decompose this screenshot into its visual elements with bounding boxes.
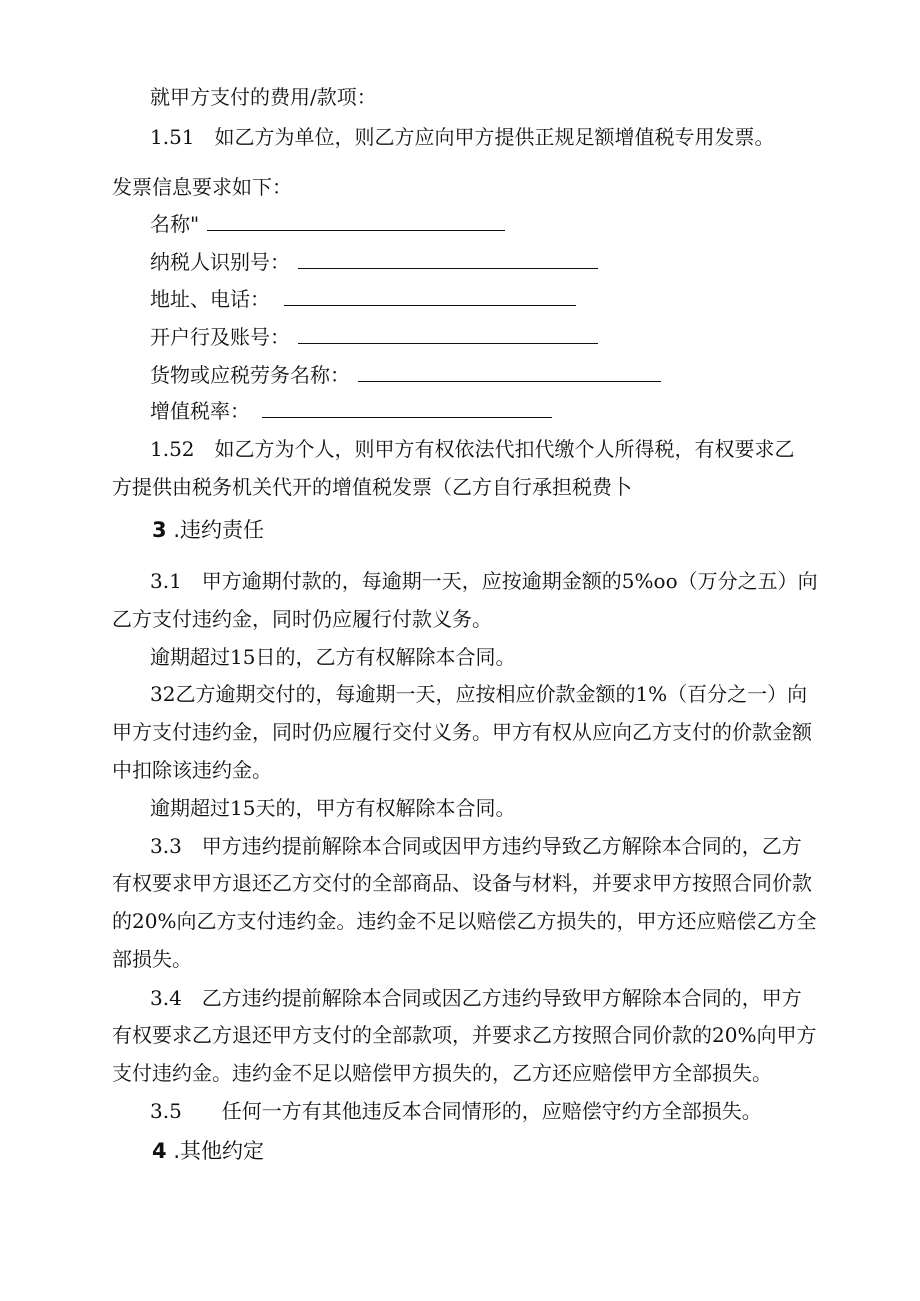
blank-line xyxy=(298,250,598,269)
section-number: 3 xyxy=(152,518,167,542)
blank-line xyxy=(207,212,505,231)
field-label: 地址、电话： xyxy=(150,287,270,311)
clause-3-4-line2: 有权要求乙方退还甲方支付的全部款项，并要求乙方按照合同价款的20%向甲方 xyxy=(112,1023,817,1047)
section-heading-4 xyxy=(152,1138,264,1164)
clause-3-3-line2: 有权要求甲方退还乙方交付的全部商品、设备与材料，并要求甲方按照合同价款 xyxy=(112,871,812,895)
section-title: .违约责任 xyxy=(173,518,264,542)
blank-line xyxy=(284,287,576,306)
clause-3-1-line1: 3.1 甲方逾期付款的，每逾期一天，应按逾期金额的5%oo（万分之五）向 xyxy=(150,569,818,593)
clause-1-52-line1: 1.52 如乙方为个人，则甲方有权依法代扣代缴个人所得税，有权要求乙 xyxy=(150,437,795,461)
clause-1-52-line2: 方提供由税务机关代开的增值税发票（乙方自行承担税费卜 xyxy=(112,475,632,499)
blank-line xyxy=(298,325,598,344)
blank-line xyxy=(262,399,552,418)
invoice-field-address-phone xyxy=(150,286,576,312)
field-label: 名称" xyxy=(150,212,200,236)
invoice-field-bank-account xyxy=(150,324,598,350)
clause-3-3-line3: 的20%向乙方支付违约金。违约金不足以赔偿乙方损失的，甲方还应赔偿乙方全 xyxy=(112,909,817,933)
invoice-field-vat-rate xyxy=(150,398,552,424)
clause-3-1-line3: 逾期超过15日的，乙方有权解除本合同。 xyxy=(150,645,516,669)
clause-3-1-line2: 乙方支付违约金，同时仍应履行付款义务。 xyxy=(112,607,492,631)
field-label: 纳税人识别号： xyxy=(150,250,290,274)
clause-3-3-line4: 部损失。 xyxy=(112,947,192,971)
section-number: 4 xyxy=(152,1139,167,1163)
clause-3-5: 3.5 任何一方有其他违反本合同情形的，应赔偿守约方全部损失。 xyxy=(150,1099,762,1123)
clause-3-2-line1: 32乙方逾期交付的，每逾期一天，应按相应价款金额的1%（百分之一）向 xyxy=(150,682,808,706)
text-line: 就甲方支付的费用/款项： xyxy=(150,85,377,109)
field-label: 开户行及账号： xyxy=(150,325,290,349)
section-title: .其他约定 xyxy=(173,1139,264,1163)
clause-3-2-line2: 甲方支付违约金，同时仍应履行交付义务。甲方有权从应向乙方支付的价款金额 xyxy=(112,720,812,744)
invoice-field-goods-name xyxy=(150,362,661,388)
clause-3-2-line3: 中扣除该违约金。 xyxy=(112,758,272,782)
field-label: 增值税率： xyxy=(150,399,250,423)
invoice-field-name xyxy=(150,211,505,237)
invoice-field-taxpayer-id xyxy=(150,249,598,275)
clause-3-4-line3: 支付违约金。违约金不足以赔偿甲方损失的，乙方还应赔偿甲方全部损失。 xyxy=(112,1061,772,1085)
field-label: 货物或应税劳务名称： xyxy=(150,363,350,387)
section-heading-3 xyxy=(152,517,264,543)
clause-3-3-line1: 3.3 甲方违约提前解除本合同或因甲方违约导致乙方解除本合同的，乙方 xyxy=(150,834,802,858)
clause-3-2-line4: 逾期超过15天的，甲方有权解除本合同。 xyxy=(150,796,516,820)
clause-1-51: 1.51 如乙方为单位，则乙方应向甲方提供正规足额增值税专用发票。 xyxy=(150,125,775,149)
blank-line xyxy=(358,363,661,382)
clause-3-4-line1: 3.4 乙方违约提前解除本合同或因乙方违约导致甲方解除本合同的，甲方 xyxy=(150,986,802,1010)
invoice-requirements-intro: 发票信息要求如下： xyxy=(112,175,292,199)
